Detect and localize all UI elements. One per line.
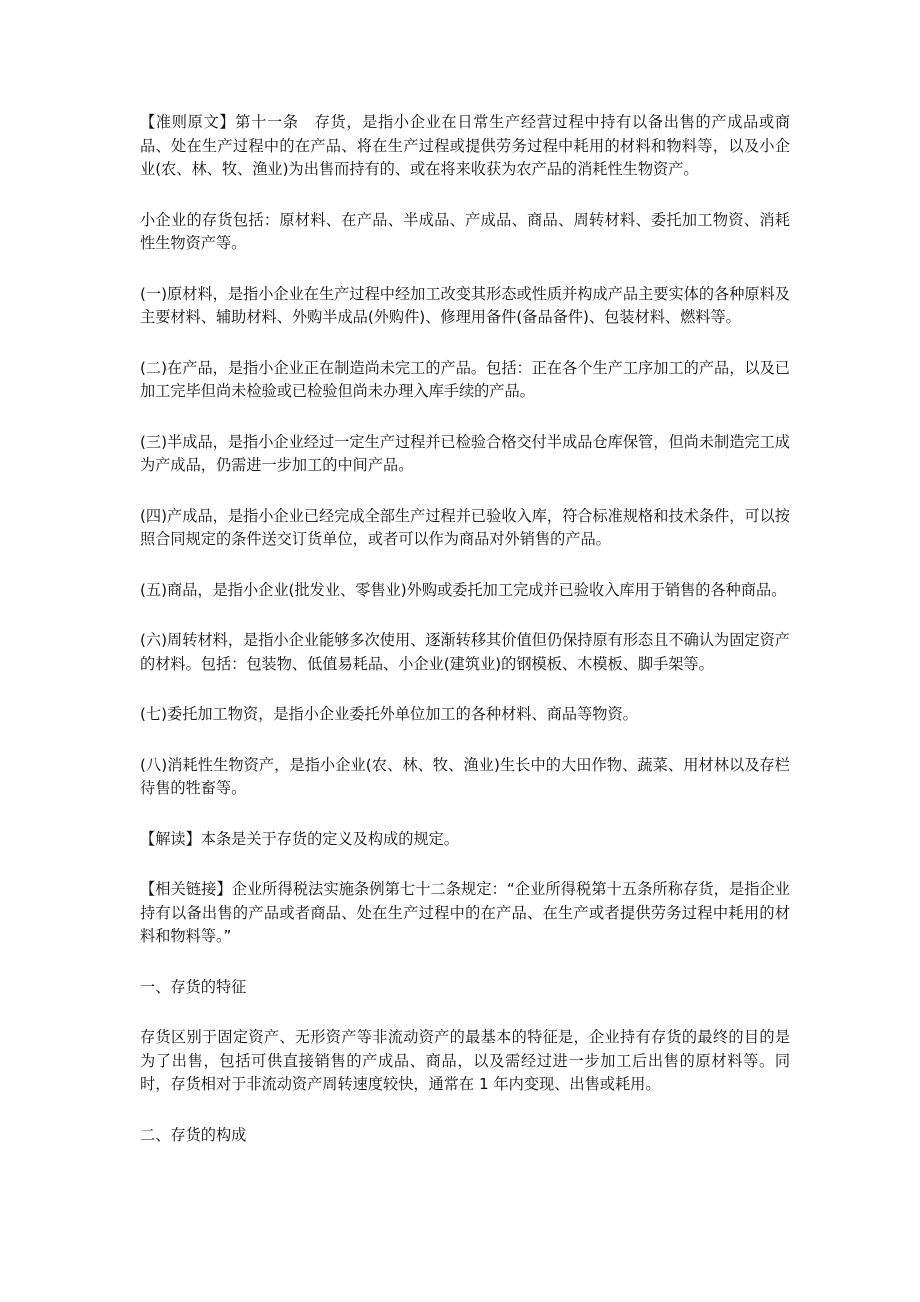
paragraph-biological-assets: (八)消耗性生物资产，是指小企业(农、林、牧、渔业)生长中的大田作物、蔬菜、用材林以及存栏待售的牲畜等。 — [140, 755, 790, 797]
paragraph-work-in-progress: (二)在产品，是指小企业正在制造尚未完工的产品。包括：正在各个生产工序加工的产品，以及已加工完毕但尚未检验或已检验但尚未办理入库手续的产品。 — [140, 358, 790, 400]
paragraph-related-link: 【相关链接】企业所得税法实施条例第七十二条规定：“企业所得税第十五条所称存货，是指企业持有以备出售的产品或者商品、处在生产过程中的在产品、在生产或者提供劳务过程中耗用的材料和物料等。” — [140, 880, 790, 945]
paragraph-processing-materials: (七)委托加工物资，是指小企业委托外单位加工的各种材料、商品等物资。 — [140, 705, 638, 723]
section-heading-composition: 二、存货的构成 — [140, 1125, 247, 1144]
paragraph-turnover-materials: (六)周转材料，是指小企业能够多次使用、逐渐转移其价值但仍保持原有形态且不确认为固定资产的材料。包括：包装物、低值易耗品、小企业(建筑业)的钢模板、木模板、脚手架等。 — [140, 631, 790, 673]
paragraph-interpretation: 【解读】本条是关于存货的定义及构成的规定。 — [140, 829, 459, 848]
paragraph-semi-finished: (三)半成品，是指小企业经过一定生产过程并已检验合格交付半成品仓库保管，但尚未制造完工成为产成品，仍需进一步加工的中间产品。 — [140, 432, 790, 474]
paragraph-inventory-types: 小企业的存货包括：原材料、在产品、半成品、产成品、商品、周转材料、委托加工物资、消耗性生物资产等。 — [140, 210, 790, 252]
paragraph-merchandise: (五)商品，是指小企业(批发业、零售业)外购或委托加工完成并已验收入库用于销售的各种商品。 — [140, 580, 787, 599]
document-body — [140, 111, 790, 1174]
paragraph-features: 存货区别于固定资产、无形资产等非流动资产的最基本的特征是，企业持有存货的最终的目的是为了出售，包括可供直接销售的产成品、商品，以及需经过进一步加工后出售的原材料等。同时，存货相对于非流动资产周转速度较快，通常在 1 年内变现、出售或耗用。 — [140, 1028, 790, 1093]
paragraph-finished-goods: (四)产成品，是指小企业已经完成全部生产过程并已验收入库，符合标准规格和技术条件，可以按照合同规定的条件送交订货单位，或者可以作为商品对外销售的产品。 — [140, 506, 790, 548]
section-heading-features: 一、存货的特征 — [140, 977, 247, 996]
paragraph-raw-materials: (一)原材料，是指小企业在生产过程中经加工改变其形态或性质并构成产品主要实体的各种原料及主要材料、辅助材料、外购半成品(外购件)、修理用备件(备品备件)、包装材料、燃料等。 — [140, 284, 790, 326]
paragraph-standard-text: 【准则原文】第十一条 存货，是指小企业在日常生产经营过程中持有以备出售的产成品或商品、处在生产过程中的在产品、将在生产过程或提供劳务过程中耗用的材料和物料等，以及小企业(农、林、牧、渔业)为出售而持有的、或在将来收获为农产品的消耗性生物资产。 — [140, 113, 790, 178]
